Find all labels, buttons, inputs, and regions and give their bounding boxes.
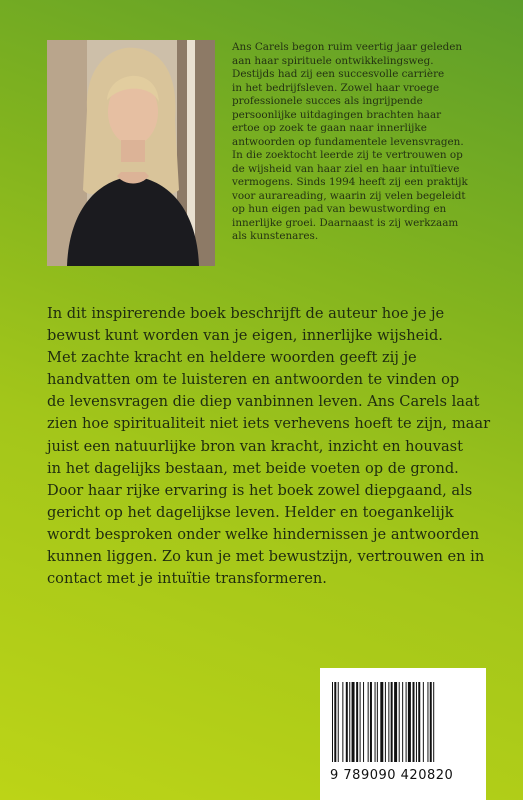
barcode-bar bbox=[408, 682, 411, 762]
blurb-line: kunnen liggen. Zo kun je met bewustzijn, vertrouwen en in bbox=[47, 548, 485, 566]
barcode-bar bbox=[430, 682, 432, 762]
blurb-line: Door haar rijke ervaring is het boek zowel diepgaand, als bbox=[47, 481, 473, 499]
bio-line: innerlijke groei. Daarnaast is zij werkzaam bbox=[232, 216, 459, 229]
barcode-bar bbox=[394, 682, 397, 762]
bio-line: in het bedrijfsleven. Zowel haar vroege bbox=[232, 81, 440, 94]
bio-line: voor aurareading, waarin zij velen begeleidt bbox=[232, 189, 466, 202]
barcode-bar bbox=[402, 682, 403, 762]
blurb-line: In dit inspirerende boek beschrijft de auteur hoe je je bbox=[47, 305, 445, 322]
bio-line: antwoorden op fundamentele levensvragen. bbox=[232, 135, 464, 148]
blurb-line: zien hoe spiritualiteit niet iets verhevens hoeft te zijn, maar bbox=[47, 415, 491, 433]
barcode-bar bbox=[413, 682, 415, 762]
barcode-bar bbox=[375, 682, 376, 762]
bio-line: persoonlijke uitdagingen brachten haar bbox=[232, 108, 442, 121]
blurb-line: contact met je intuïtie transformeren. bbox=[47, 570, 327, 588]
barcode-bar bbox=[391, 682, 393, 762]
isbn-barcode bbox=[320, 668, 486, 800]
barcode-bar bbox=[370, 682, 372, 762]
bio-line: In die zoektocht leerde zij te vertrouwen op bbox=[232, 149, 463, 161]
barcode-bar bbox=[368, 682, 369, 762]
barcode-bar bbox=[360, 682, 361, 762]
bio-line: Ans Carels begon ruim veertig jaar geleden bbox=[232, 41, 463, 53]
blurb-line: Met zachte kracht en heldere woorden geeft zij je bbox=[47, 349, 417, 367]
barcode-bar bbox=[349, 682, 350, 762]
blurb-line: in het dagelijks bestaan, met beide voeten op de grond. bbox=[47, 459, 459, 477]
barcode-bar bbox=[334, 682, 336, 762]
bio-line: professionele succes als ingrijpende bbox=[232, 95, 423, 107]
barcode-bar bbox=[380, 682, 383, 762]
blurb-line: handvatten om te luisteren en antwoorden te vinden op bbox=[47, 371, 460, 389]
bio-line: op hun eigen pad van bewustwording en bbox=[232, 203, 447, 215]
bio-line: aan haar spirituele ontwikkelingsweg. bbox=[232, 54, 434, 67]
barcode-bar bbox=[385, 682, 386, 762]
blurb-line: bewust kunt worden van je eigen, innerlijke wijsheid. bbox=[47, 327, 443, 345]
barcode-bar bbox=[388, 682, 389, 762]
blurb-line: de levensvragen die diep vanbinnen leven. Ans Carels laat bbox=[47, 393, 480, 411]
blurb-line: juist een natuurlijke bron van kracht, inzicht en houvast bbox=[47, 437, 464, 455]
bio-line: de wijsheid van haar ziel en haar intuïtieve bbox=[232, 162, 460, 175]
bio-line: Destijds had zij een succesvolle carrière bbox=[232, 68, 445, 80]
barcode-bar bbox=[377, 682, 378, 762]
barcode-bar bbox=[352, 682, 355, 762]
barcode-bar bbox=[338, 682, 339, 762]
barcode-bar bbox=[342, 682, 343, 762]
barcode-bar bbox=[406, 682, 407, 762]
bio-line: vermogens. Sinds 1994 heeft zij een praktijk bbox=[232, 176, 468, 188]
author-bio bbox=[232, 41, 492, 244]
barcode-bar bbox=[416, 682, 417, 762]
barcode-bar bbox=[346, 682, 348, 762]
book-blurb bbox=[47, 303, 497, 590]
barcode-bar bbox=[332, 682, 333, 762]
barcode-bar bbox=[423, 682, 424, 762]
author-portrait-illustration bbox=[47, 40, 215, 266]
bio-line: als kunstenares. bbox=[232, 230, 319, 242]
blurb-line: wordt besproken onder welke hindernissen je antwoorden bbox=[47, 525, 480, 543]
isbn-number: 9 789090 420820 bbox=[330, 768, 454, 783]
barcode-bar bbox=[356, 682, 358, 762]
author-photo bbox=[47, 40, 215, 266]
barcode-bar bbox=[427, 682, 428, 762]
barcode-bar bbox=[363, 682, 364, 762]
bio-line: ertoe op zoek te gaan naar innerlijke bbox=[232, 122, 427, 134]
barcode-bar bbox=[433, 682, 434, 762]
barcode-bars bbox=[332, 682, 474, 762]
blurb-line: gericht op het dagelijkse leven. Helder en toegankelijk bbox=[47, 503, 454, 521]
barcode-bar bbox=[418, 682, 420, 762]
barcode-bar bbox=[399, 682, 400, 762]
